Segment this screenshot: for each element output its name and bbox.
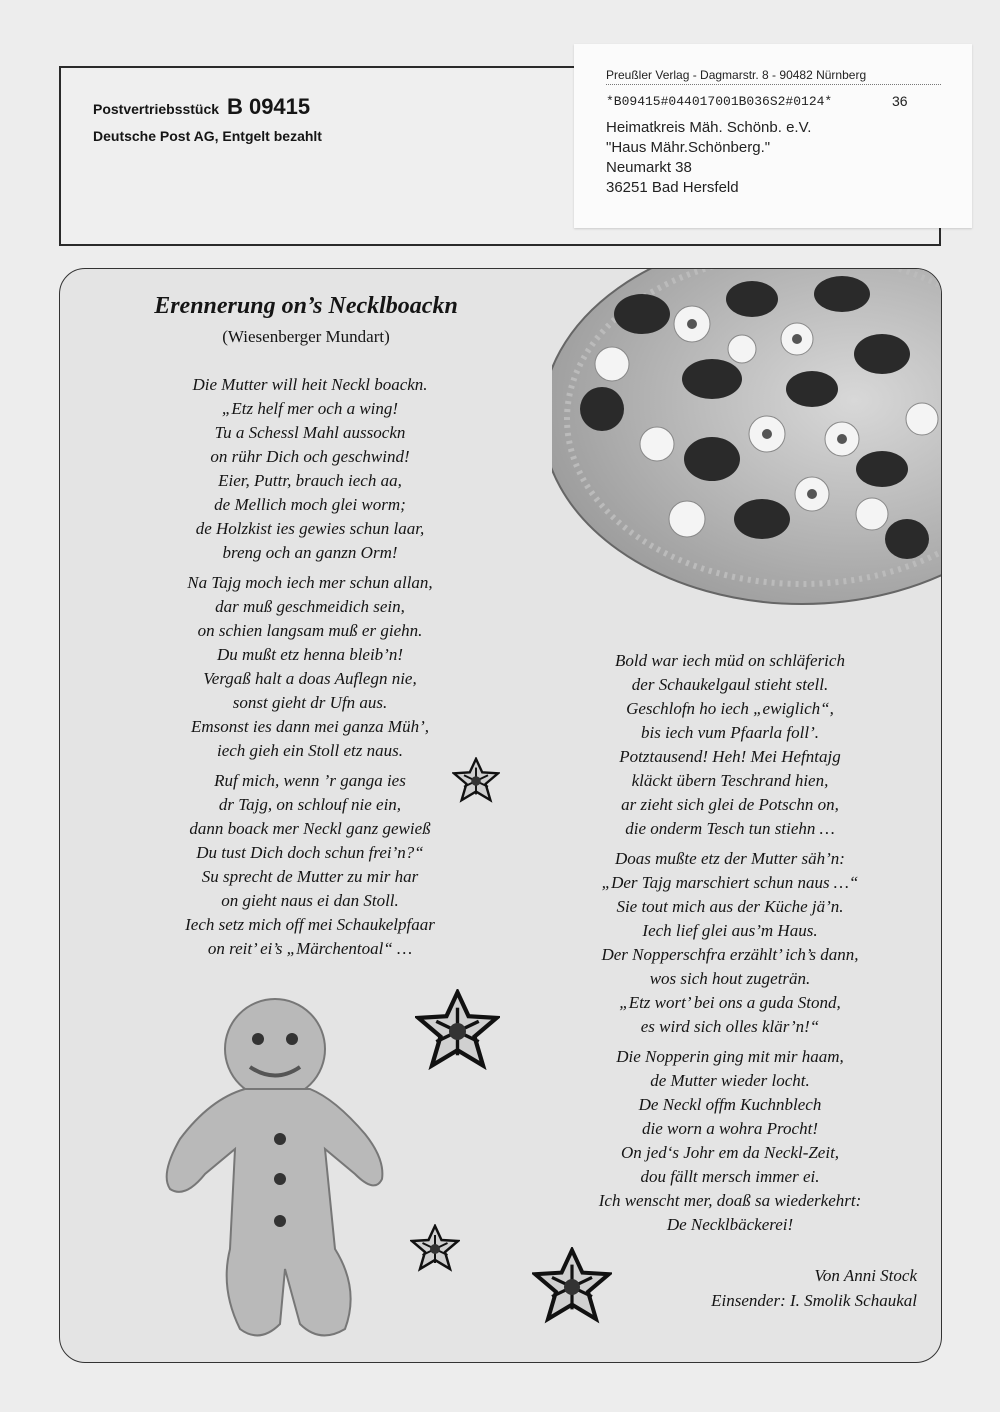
verse-line: der Schaukelgaul stieht stell.	[631, 675, 829, 694]
verse-line: Die Nopperin ging mit mir haam,	[616, 1047, 844, 1066]
postal-line-1	[93, 94, 310, 120]
postal-line-2: Deutsche Post AG, Entgelt bezahlt	[93, 128, 322, 144]
cookie-plate-image	[552, 269, 942, 605]
verse-line: die onderm Tesch tun stiehn …	[625, 819, 835, 838]
verse-line: Tu a Schessl Mahl aussockn	[214, 423, 406, 442]
verse-line: on rühr Dich och geschwind!	[210, 447, 410, 466]
poem-title: Erennerung on’s Necklboackn	[154, 293, 458, 319]
verse-line: breng och an ganzn Orm!	[222, 543, 398, 562]
verse-line: De Necklbäckerei!	[666, 1215, 794, 1234]
verse-line: de Mellich moch glei worm;	[214, 495, 406, 514]
verse-line: „Etz helf mer och a wing!	[221, 399, 399, 418]
verse-line: Sie tout mich aus der Küche jä’n.	[616, 897, 844, 916]
verse-line: On jed‘s Johr em da Neckl-Zeit,	[620, 1143, 840, 1162]
verse-line: wos sich hout zugeträn.	[649, 969, 811, 988]
stanza	[560, 1045, 900, 1237]
label-barcode: *B09415#044017001B036S2#0124*	[606, 94, 833, 109]
verse-line: dar muß geschmeidich sein,	[215, 597, 405, 616]
verse-line: Doas mußte etz der Mutter säh’n:	[615, 849, 845, 868]
verse-line: bis iech vum Pfaarla foll’.	[640, 723, 819, 742]
verse-line: „Der Tajg marschiert schun naus …“	[601, 873, 859, 892]
verse-line: Eier, Puttr, brauch iech aa,	[218, 471, 402, 490]
verse-line: Vergaß halt a doas Auflegn nie,	[203, 669, 417, 688]
verse-line: de Mutter wieder locht.	[650, 1071, 810, 1090]
recipient-line: Neumarkt 38	[606, 159, 692, 176]
stanza	[560, 847, 900, 1039]
stanza	[120, 769, 500, 961]
verse-line: on gieht naus ei dan Stoll.	[221, 891, 399, 910]
recipient-line: 36251 Bad Hersfeld	[606, 179, 739, 196]
label-line-number: 36	[892, 93, 908, 109]
verse-line: „Etz wort’ bei ons a guda Stond,	[619, 993, 841, 1012]
poem-subtitle: (Wiesenberger Mundart)	[222, 327, 390, 346]
verse-line: de Holzkist ies gewies schun laar,	[195, 519, 425, 538]
verse-line: dou fällt mersch immer ei.	[640, 1167, 820, 1186]
verse-line: Potztausend! Heh! Mei Hefntajg	[619, 747, 841, 766]
poem-sender: Einsender: I. Smolik Schaukal	[711, 1291, 917, 1310]
postal-label-prefix: Postvertriebsstück	[93, 101, 220, 117]
label-sender: Preußler Verlag - Dagmarstr. 8 - 90482 Nürnberg	[606, 68, 941, 85]
verse-line: Du tust Dich doch schun frei’n?“	[196, 843, 424, 862]
verse-line: on reit’ ei’s „Märchentoal“ …	[207, 939, 413, 958]
poem-right-column	[560, 649, 900, 1243]
verse-line: Ich wenscht mer, doaß sa wiederkehrt:	[598, 1191, 862, 1210]
postal-code: B 09415	[226, 94, 311, 119]
verse-line: on schien langsam muß er giehn.	[197, 621, 423, 640]
verse-line: Du mußt etz henna bleib’n!	[216, 645, 404, 664]
verse-line: De Neckl offm Kuchnblech	[638, 1095, 822, 1114]
stanza	[560, 649, 900, 841]
verse-line: Na Tajg moch iech mer schun allan,	[187, 573, 433, 592]
star-cookie-icon	[452, 757, 500, 805]
stanza	[120, 571, 500, 763]
poem-left-column	[120, 373, 500, 967]
star-cookie-icon	[410, 1224, 460, 1274]
verse-line: Der Nopperschfra erzählt’ ich’s dann,	[601, 945, 859, 964]
verse-line: dann boack mer Neckl ganz gewieß	[189, 819, 431, 838]
verse-line: Emsonst ies dann mei ganza Müh’,	[191, 717, 429, 736]
recipient-line: "Haus Mähr.Schönberg."	[606, 139, 771, 156]
verse-line: iech gieh ein Stoll etz naus.	[216, 741, 404, 760]
verse-line: Ruf mich, wenn ’r ganga ies	[214, 771, 406, 790]
verse-line: dr Tajg, on schlouf nie ein,	[218, 795, 402, 814]
verse-line: sonst gieht dr Ufn aus.	[232, 693, 388, 712]
poem-author: Von Anni Stock	[814, 1266, 917, 1285]
recipient-line: Heimatkreis Mäh. Schönb. e.V.	[606, 119, 812, 136]
verse-line: die worn a wohra Procht!	[642, 1119, 818, 1138]
gingerbread-man-image	[150, 989, 390, 1349]
verse-line: ar zieht sich glei de Potschn on,	[621, 795, 839, 814]
address-label	[574, 44, 972, 228]
verse-line: Die Mutter will heit Neckl boackn.	[192, 375, 428, 394]
verse-line: Bold war iech müd on schläferich	[615, 651, 845, 670]
star-cookie-icon	[415, 989, 500, 1074]
verse-line: Geschlofn ho iech „ewiglich“,	[626, 699, 834, 718]
verse-line: kläckt übern Teschrand hien,	[631, 771, 829, 790]
stanza	[120, 373, 500, 565]
poem-credits	[711, 1263, 917, 1313]
star-cookie-icon	[532, 1247, 612, 1327]
verse-line: es wird sich olles klär’n!“	[640, 1017, 820, 1036]
verse-line: Iech lief glei aus’m Haus.	[642, 921, 818, 940]
verse-line: Iech setz mich off mei Schaukelpfaar	[185, 915, 435, 934]
verse-line: Su sprecht de Mutter zu mir har	[201, 867, 419, 886]
poem-card	[59, 268, 942, 1363]
